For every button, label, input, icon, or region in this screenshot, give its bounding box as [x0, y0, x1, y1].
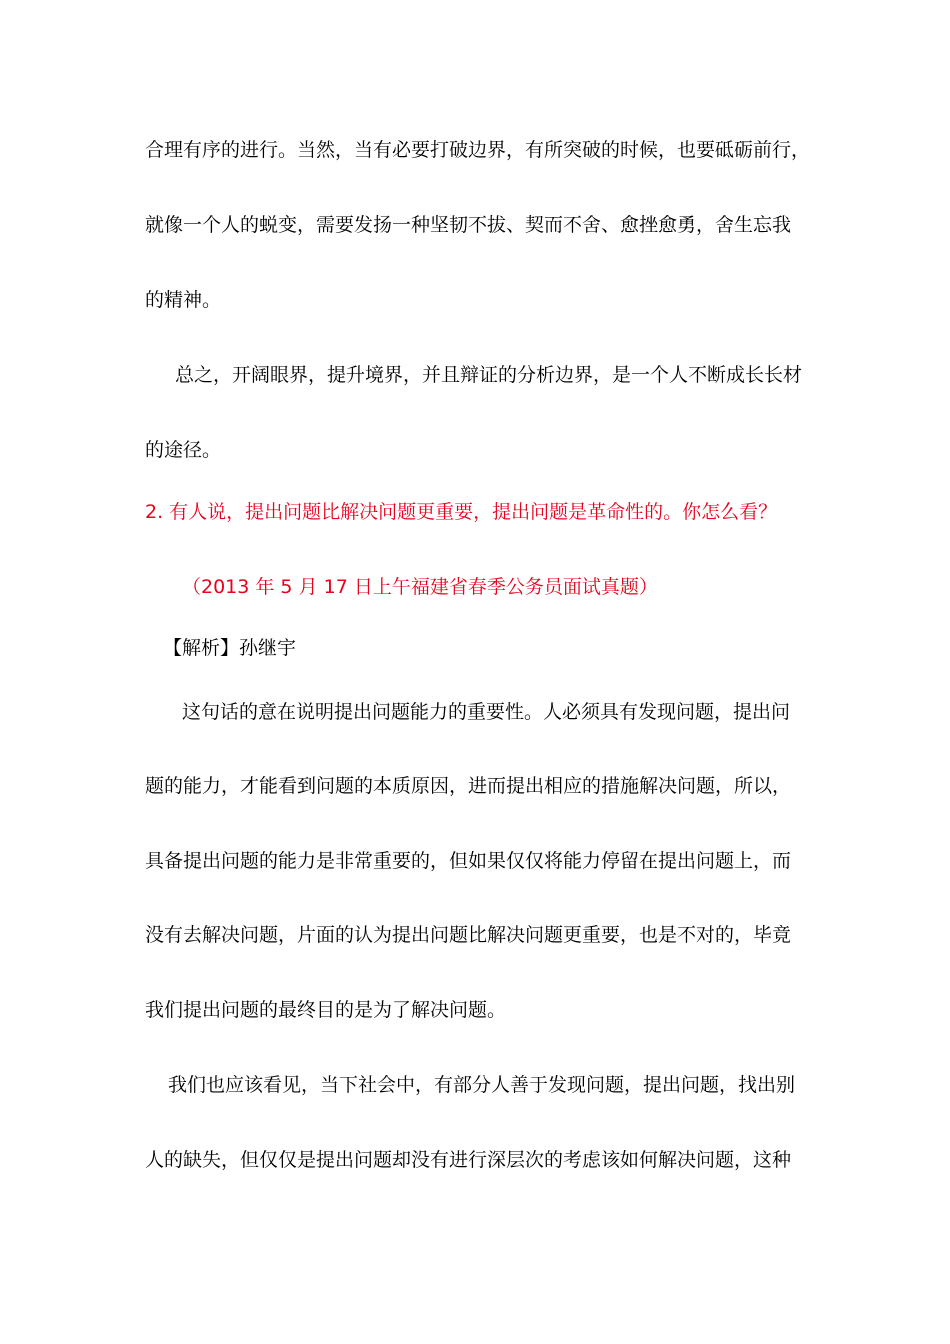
question-source: （2013 年 5 月 17 日上午福建省春季公务员面试真题） [182, 576, 658, 598]
paragraph-4-line-2: 人的缺失，但仅仅是提出问题却没有进行深层次的考虑该如何解决问题，这种 [145, 1149, 792, 1171]
paragraph-3-line-1: 这句话的意在说明提出问题能力的重要性。人必须具有发现问题，提出问 [182, 701, 791, 723]
paragraph-3-line-5: 我们提出问题的最终目的是为了解决问题。 [145, 999, 507, 1021]
paragraph-2-line-1: 总之，开阔眼界，提升境界，并且辩证的分析边界，是一个人不断成长长材 [175, 364, 803, 386]
paragraph-1-line-3: 的精神。 [145, 289, 222, 311]
paragraph-1-line-1: 合理有序的进行。当然，当有必要打破边界，有所突破的时候，也要砥砺前行， [145, 139, 811, 161]
question-heading: 2. 有人说，提出问题比解决问题更重要，提出问题是革命性的。你怎么看？ [145, 501, 778, 523]
paragraph-2-line-2: 的途径。 [145, 439, 222, 461]
paragraph-3-line-3: 具备提出问题的能力是非常重要的，但如果仅仅将能力停留在提出问题上，而 [145, 850, 792, 872]
paragraph-3-line-2: 题的能力，才能看到问题的本质原因，进而提出相应的措施解决问题，所以， [145, 775, 792, 797]
analysis-label: 【解析】孙继宇 [163, 637, 297, 659]
paragraph-3-line-4: 没有去解决问题，片面的认为提出问题比解决问题更重要，也是不对的，毕竟 [145, 924, 792, 946]
paragraph-1-line-2: 就像一个人的蜕变，需要发扬一种坚韧不拔、契而不舍、愈挫愈勇，舍生忘我 [145, 214, 792, 236]
paragraph-4-line-1: 我们也应该看见，当下社会中，有部分人善于发现问题，提出问题，找出别 [168, 1074, 796, 1096]
